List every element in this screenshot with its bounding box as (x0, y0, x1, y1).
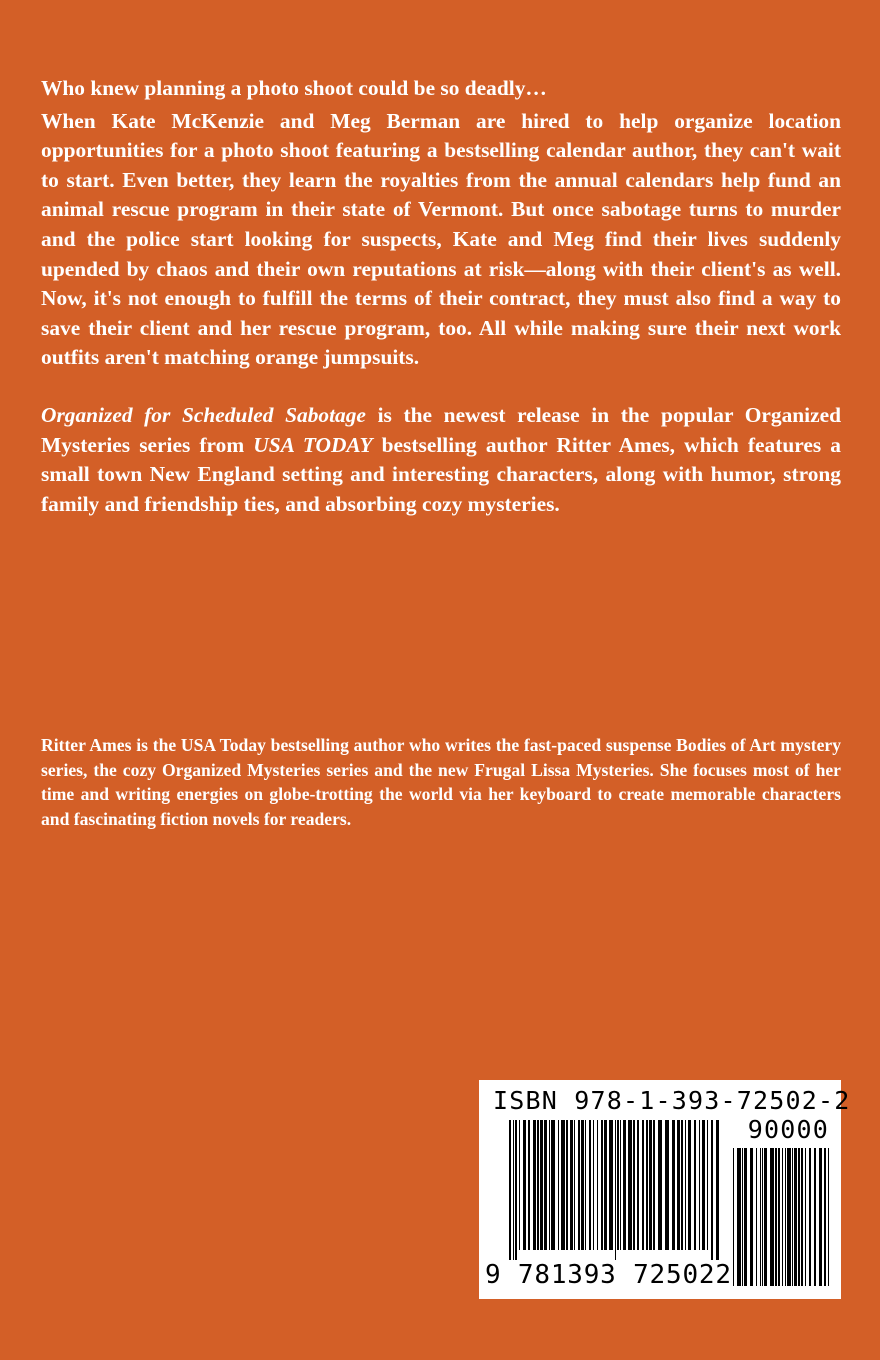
barcode-bar (574, 1120, 575, 1250)
barcode-bar (642, 1120, 644, 1250)
barcode-bar (528, 1120, 530, 1250)
barcode-bar (672, 1120, 675, 1250)
barcode-bar (551, 1120, 555, 1250)
barcode-bar (578, 1120, 580, 1250)
barcode-bar (561, 1120, 565, 1250)
price-code: 90000 (747, 1115, 829, 1144)
barcode-bar (601, 1120, 603, 1250)
series-blurb (41, 401, 841, 519)
barcode-bar (609, 1120, 613, 1250)
barcode-bar (523, 1120, 526, 1250)
barcode-bar (589, 1120, 591, 1250)
barcode-addon-bar (764, 1148, 767, 1286)
author-bio: Ritter Ames is the USA Today bestselling author who writes the fast-paced suspense Bodies of Art mystery series, the cozy Organized Mysteries series and the new Frugal Lissa Mysteries. She focuses most of her time and writing energies on globe-trotting the world via her keyboard to create memorable characters and fascinating fiction novels for readers. (41, 735, 841, 829)
barcode-addon-bar (801, 1148, 803, 1286)
barcode-addon-bar (733, 1148, 734, 1286)
tagline: Who knew planning a photo shoot could be so deadly… (41, 76, 547, 100)
barcode-bar (620, 1120, 621, 1250)
barcode-bar (570, 1120, 573, 1250)
barcode-bar (688, 1120, 691, 1250)
barcode-addon-bar (785, 1148, 786, 1286)
barcode-bar (681, 1120, 683, 1250)
usa-today-label: USA TODAY (253, 432, 373, 457)
isbn-barcode (479, 1080, 851, 1299)
back-cover-blurb (41, 74, 841, 519)
barcode-bar (637, 1120, 639, 1250)
barcode-bar (537, 1120, 539, 1250)
barcode-bar (677, 1120, 680, 1250)
barcode-addon-bar (750, 1148, 753, 1286)
barcode-bar (566, 1120, 568, 1250)
barcode-bar (558, 1120, 559, 1250)
barcode-bar (653, 1120, 655, 1250)
barcode-bar (665, 1120, 669, 1250)
barcode-bar (658, 1120, 662, 1250)
barcode-bar (544, 1120, 547, 1250)
barcode-bar (646, 1120, 648, 1250)
barcode-bar (585, 1120, 586, 1250)
barcode-bar (515, 1120, 517, 1260)
barcode-bar (597, 1120, 598, 1250)
barcode-addon-bar (809, 1148, 811, 1286)
barcode-bar (604, 1120, 607, 1250)
barcode-addon-bar (744, 1148, 747, 1286)
barcode-bar (540, 1120, 543, 1250)
barcode-bar (707, 1120, 708, 1250)
synopsis: When Kate McKenzie and Meg Berman are hired to help organize location opportunities for a photo shoot featuring a bestselling calendar author, they can't wait to start. Even better, they learn the royalties from the annual calendars help fund an animal rescue program in their state of Vermont. But once sabotage turns to murder and the police start looking for suspects, Kate and Meg find their lives suddenly upended by chaos and their own reputations at risk—along with their client's as well. Now, it's not enough to fulfill the terms of their contract, they must also find a way to save their client and her rescue program, too. All while making sure their next work outfits aren't matching orange jumpsuits. (41, 108, 841, 370)
barcode-bar (633, 1120, 635, 1250)
barcode-addon-bar (760, 1148, 761, 1286)
barcode-bar (593, 1120, 594, 1250)
barcode-bar (649, 1120, 652, 1250)
barcode-bar (615, 1120, 616, 1260)
barcode-addon-bar (778, 1148, 780, 1286)
barcode-bar (699, 1120, 700, 1250)
barcode-addon-bar (782, 1148, 783, 1286)
barcode-bar (685, 1120, 686, 1250)
barcode-addon-bar (828, 1148, 829, 1286)
barcode-addon-bar (762, 1148, 763, 1286)
barcode-bar (711, 1120, 713, 1260)
isbn-number: ISBN 978-1-393-72502-2 (493, 1086, 851, 1115)
barcode-addon-bar (756, 1148, 757, 1286)
barcode-addon-bar (742, 1148, 743, 1286)
barcode-bar (533, 1120, 536, 1250)
barcode-bar (623, 1120, 626, 1250)
barcode-addon-bar (824, 1148, 826, 1286)
barcode-bar (694, 1120, 696, 1250)
barcode-bar (628, 1120, 632, 1250)
book-title: Organized for Scheduled Sabotage (41, 402, 366, 427)
barcode-bar (581, 1120, 584, 1250)
series-blurb-text-2: bestselling author Ritter Ames, which features a small town New England setting and interesting characters, along with humor, strong family and friendship ties, and absorbing cozy mysteries. (41, 432, 841, 516)
barcode-addon-bar (814, 1148, 816, 1286)
series-blurb-text-1: is the newest release in the popular Organized Mysteries series from (41, 402, 841, 457)
barcode-bar (716, 1120, 719, 1260)
barcode-bar (513, 1120, 514, 1260)
barcode-addon-bar (775, 1148, 777, 1286)
barcode-addon-bar (819, 1148, 822, 1286)
ean-digits: 9 781393 725022 (485, 1260, 732, 1290)
barcode-bar (617, 1120, 619, 1250)
barcode-addon-bar (770, 1148, 774, 1286)
barcode-addon-bar (794, 1148, 797, 1286)
barcode-addon-bar (798, 1148, 800, 1286)
barcode-bar (509, 1120, 511, 1260)
barcode-addon-bar (792, 1148, 793, 1286)
barcode-bar (519, 1120, 520, 1250)
barcode-bar (702, 1120, 705, 1250)
barcode-addon-bar (805, 1148, 806, 1286)
barcode-addon-bar (787, 1148, 791, 1286)
barcode-addon-bar (737, 1148, 741, 1286)
barcode-bar (549, 1120, 550, 1250)
